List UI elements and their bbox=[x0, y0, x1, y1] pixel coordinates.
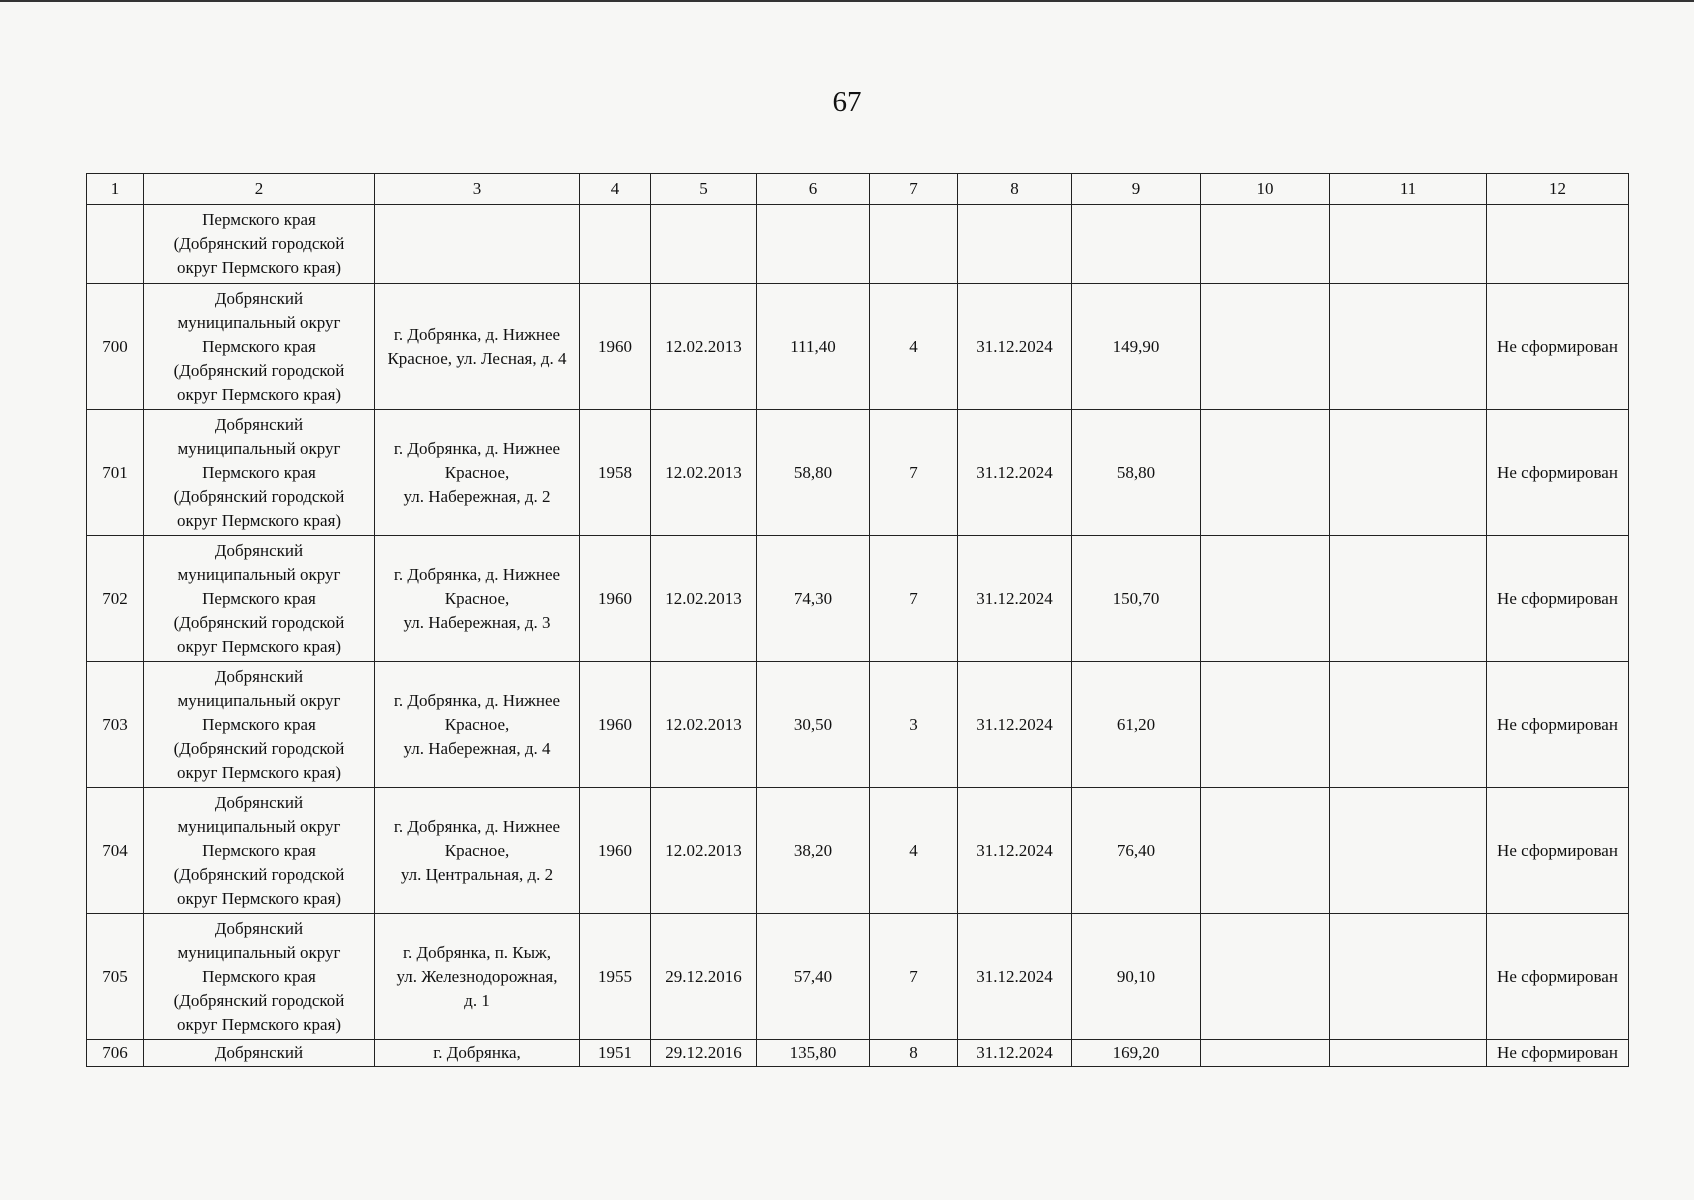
cell-empty bbox=[958, 205, 1072, 284]
column-header: 12 bbox=[1487, 174, 1629, 205]
column-header: 2 bbox=[144, 174, 375, 205]
column-header: 3 bbox=[375, 174, 580, 205]
page-number: 67 bbox=[832, 86, 862, 118]
cell-status: Не сформирован bbox=[1487, 788, 1629, 914]
cell-empty bbox=[757, 205, 870, 284]
cell-empty bbox=[1330, 205, 1487, 284]
cell-owner: Пермского края (Добрянский городской округ Пермского края) bbox=[144, 205, 375, 284]
column-header: 1 bbox=[87, 174, 144, 205]
cell-date: 29.12.2016 bbox=[651, 914, 757, 1040]
cell-count: 3 bbox=[870, 662, 958, 788]
cell-year: 1951 bbox=[580, 1040, 651, 1067]
column-header: 7 bbox=[870, 174, 958, 205]
cell-count: 7 bbox=[870, 536, 958, 662]
cell-deadline: 31.12.2024 bbox=[958, 914, 1072, 1040]
cell-address: г. Добрянка, д. Нижнее Красное, ул. Набережная, д. 3 bbox=[375, 536, 580, 662]
cell-status: Не сформирован bbox=[1487, 410, 1629, 536]
housing-registry-table bbox=[86, 173, 1629, 1067]
cell-owner: Добрянский муниципальный округ Пермского края (Добрянский городской округ Пермского края) bbox=[144, 410, 375, 536]
cell-col11 bbox=[1330, 410, 1487, 536]
cell-status: Не сформирован bbox=[1487, 914, 1629, 1040]
column-header: 4 bbox=[580, 174, 651, 205]
cell-address: г. Добрянка, д. Нижнее Красное, ул. Набережная, д. 4 bbox=[375, 662, 580, 788]
column-header: 8 bbox=[958, 174, 1072, 205]
table-row bbox=[87, 284, 1629, 410]
cell-col10 bbox=[1201, 1040, 1330, 1067]
cell-area2: 76,40 bbox=[1072, 788, 1201, 914]
table-row bbox=[87, 788, 1629, 914]
cell-area: 135,80 bbox=[757, 1040, 870, 1067]
cell-area2: 169,20 bbox=[1072, 1040, 1201, 1067]
cell-date: 12.02.2013 bbox=[651, 788, 757, 914]
cell-area: 111,40 bbox=[757, 284, 870, 410]
cell-number: 701 bbox=[87, 410, 144, 536]
cell-area2: 149,90 bbox=[1072, 284, 1201, 410]
cell-col10 bbox=[1201, 410, 1330, 536]
cell-deadline: 31.12.2024 bbox=[958, 410, 1072, 536]
cell-status: Не сформирован bbox=[1487, 1040, 1629, 1067]
cell-status: Не сформирован bbox=[1487, 662, 1629, 788]
cell-owner: Добрянский муниципальный округ Пермского края (Добрянский городской округ Пермского края) bbox=[144, 284, 375, 410]
cell-area2: 90,10 bbox=[1072, 914, 1201, 1040]
cell-date: 12.02.2013 bbox=[651, 284, 757, 410]
cell-owner: Добрянский муниципальный округ Пермского края (Добрянский городской округ Пермского края) bbox=[144, 662, 375, 788]
cell-owner: Добрянский муниципальный округ Пермского края (Добрянский городской округ Пермского края) bbox=[144, 914, 375, 1040]
cell-year: 1960 bbox=[580, 284, 651, 410]
table-row bbox=[87, 914, 1629, 1040]
cell-count: 4 bbox=[870, 788, 958, 914]
cell-col11 bbox=[1330, 284, 1487, 410]
cell-col11 bbox=[1330, 1040, 1487, 1067]
cell-col10 bbox=[1201, 788, 1330, 914]
cell-area: 38,20 bbox=[757, 788, 870, 914]
cell-address: г. Добрянка, п. Кыж, ул. Железнодорожная, д. 1 bbox=[375, 914, 580, 1040]
cell-status: Не сформирован bbox=[1487, 284, 1629, 410]
column-header: 6 bbox=[757, 174, 870, 205]
cell-date: 12.02.2013 bbox=[651, 536, 757, 662]
cell-date: 12.02.2013 bbox=[651, 410, 757, 536]
cell-empty bbox=[87, 205, 144, 284]
cell-number: 706 bbox=[87, 1040, 144, 1067]
cell-count: 7 bbox=[870, 410, 958, 536]
cell-col11 bbox=[1330, 914, 1487, 1040]
cell-address: г. Добрянка, д. Нижнее Красное, ул. Центральная, д. 2 bbox=[375, 788, 580, 914]
cell-deadline: 31.12.2024 bbox=[958, 1040, 1072, 1067]
cell-area2: 150,70 bbox=[1072, 536, 1201, 662]
column-header: 5 bbox=[651, 174, 757, 205]
cell-count: 4 bbox=[870, 284, 958, 410]
cell-col11 bbox=[1330, 536, 1487, 662]
cell-empty bbox=[580, 205, 651, 284]
cell-number: 702 bbox=[87, 536, 144, 662]
cell-empty bbox=[375, 205, 580, 284]
table-row bbox=[87, 536, 1629, 662]
cell-empty bbox=[870, 205, 958, 284]
cell-empty bbox=[651, 205, 757, 284]
cell-number: 703 bbox=[87, 662, 144, 788]
cell-area2: 61,20 bbox=[1072, 662, 1201, 788]
table-row bbox=[87, 410, 1629, 536]
cell-status: Не сформирован bbox=[1487, 536, 1629, 662]
cell-col11 bbox=[1330, 788, 1487, 914]
column-header: 11 bbox=[1330, 174, 1487, 205]
column-header: 10 bbox=[1201, 174, 1330, 205]
cell-number: 705 bbox=[87, 914, 144, 1040]
cell-address: г. Добрянка, bbox=[375, 1040, 580, 1067]
cell-empty bbox=[1201, 205, 1330, 284]
cell-year: 1955 bbox=[580, 914, 651, 1040]
cell-count: 8 bbox=[870, 1040, 958, 1067]
cell-owner: Добрянский муниципальный округ Пермского края (Добрянский городской округ Пермского края) bbox=[144, 536, 375, 662]
cell-owner: Добрянский bbox=[144, 1040, 375, 1067]
cell-col10 bbox=[1201, 914, 1330, 1040]
column-number-row bbox=[87, 174, 1629, 205]
page-top-edge bbox=[0, 0, 1694, 2]
cell-deadline: 31.12.2024 bbox=[958, 788, 1072, 914]
cell-col10 bbox=[1201, 662, 1330, 788]
cell-date: 29.12.2016 bbox=[651, 1040, 757, 1067]
cell-area: 30,50 bbox=[757, 662, 870, 788]
cell-empty bbox=[1072, 205, 1201, 284]
table-row bbox=[87, 662, 1629, 788]
cell-deadline: 31.12.2024 bbox=[958, 284, 1072, 410]
cell-year: 1960 bbox=[580, 536, 651, 662]
cell-year: 1960 bbox=[580, 662, 651, 788]
cell-deadline: 31.12.2024 bbox=[958, 536, 1072, 662]
cell-area: 58,80 bbox=[757, 410, 870, 536]
cell-number: 700 bbox=[87, 284, 144, 410]
cell-number: 704 bbox=[87, 788, 144, 914]
cell-address: г. Добрянка, д. Нижнее Красное, ул. Набережная, д. 2 bbox=[375, 410, 580, 536]
cell-year: 1958 bbox=[580, 410, 651, 536]
cell-address: г. Добрянка, д. Нижнее Красное, ул. Лесная, д. 4 bbox=[375, 284, 580, 410]
cell-area2: 58,80 bbox=[1072, 410, 1201, 536]
cell-deadline: 31.12.2024 bbox=[958, 662, 1072, 788]
column-header: 9 bbox=[1072, 174, 1201, 205]
cell-area: 57,40 bbox=[757, 914, 870, 1040]
cell-owner: Добрянский муниципальный округ Пермского края (Добрянский городской округ Пермского края) bbox=[144, 788, 375, 914]
cell-empty bbox=[1487, 205, 1629, 284]
cell-count: 7 bbox=[870, 914, 958, 1040]
cell-col11 bbox=[1330, 662, 1487, 788]
continuation-row bbox=[87, 205, 1629, 284]
cell-col10 bbox=[1201, 536, 1330, 662]
cell-year: 1960 bbox=[580, 788, 651, 914]
cell-area: 74,30 bbox=[757, 536, 870, 662]
cell-date: 12.02.2013 bbox=[651, 662, 757, 788]
table-row-partial bbox=[87, 1040, 1629, 1067]
cell-col10 bbox=[1201, 284, 1330, 410]
